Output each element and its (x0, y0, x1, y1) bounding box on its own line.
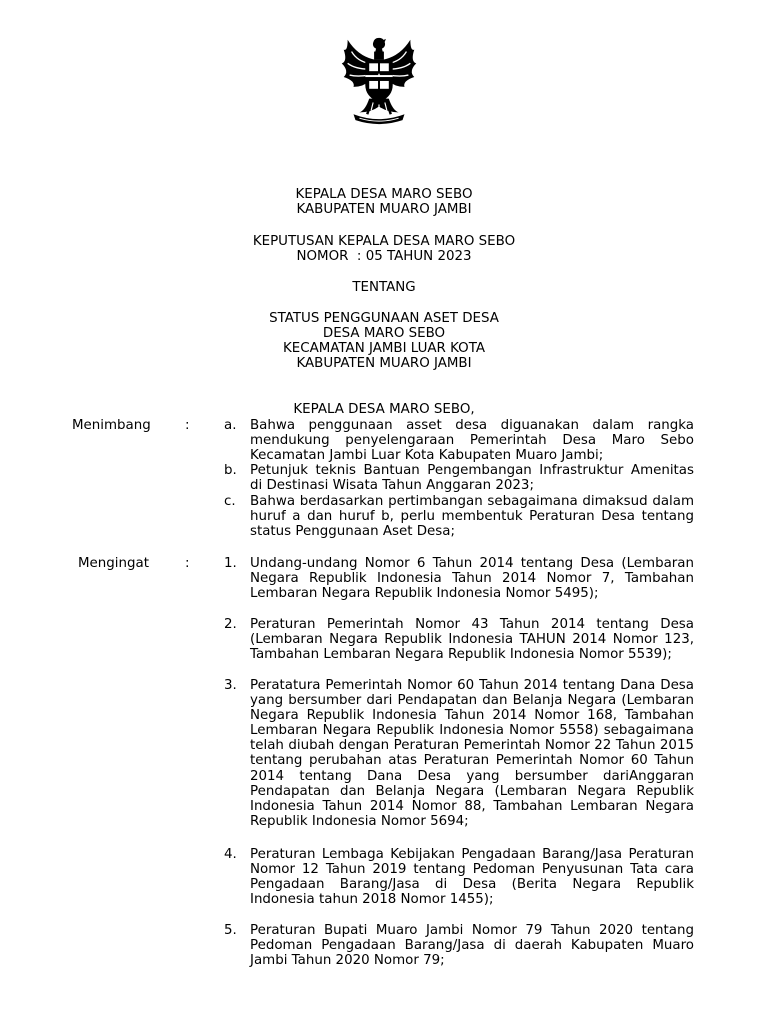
subject-line-4: KABUPATEN MUARO JAMBI (296, 356, 472, 371)
menimbang-colon: : (185, 418, 190, 433)
garuda-emblem-icon (330, 30, 428, 128)
list-marker: c. (224, 494, 236, 509)
list-text: Undang-undang Nomor 6 Tahun 2014 tentang Desa (Lembaran Negara Republik Indonesia Tahun 2014 Nomor 7, Tambahan Lembaran Negara Republik Indonesia Nomor 5495); (250, 556, 694, 602)
decree-title: KEPUTUSAN KEPALA DESA MARO SEBO (252, 234, 516, 249)
menimbang-label: Menimbang (72, 418, 151, 433)
list-marker: 5. (224, 923, 237, 938)
subject-line-3: KECAMATAN JAMBI LUAR KOTA (282, 341, 486, 356)
decree-number: NOMOR : 05 TAHUN 2023 (296, 249, 472, 264)
list-item (224, 923, 694, 968)
issuer-title: KEPALA DESA MARO SEBO (295, 187, 473, 202)
list-text: Petunjuk teknis Bantuan Pengembangan Infrastruktur Amenitas di Destinasi Wisata Tahun Anggaran 2023; (250, 463, 694, 494)
list-item (224, 418, 694, 463)
list-marker: a. (224, 418, 237, 433)
subject-line-2: DESA MARO SEBO (322, 326, 446, 341)
list-marker: 3. (224, 678, 237, 693)
list-marker: b. (224, 463, 237, 478)
signatory-heading: KEPALA DESA MARO SEBO, (293, 402, 475, 417)
list-text: Bahwa penggunaan asset desa diguanakan dalam rangka mendukung penyelengaraan Pemerintah Desa Maro Sebo Kecamatan Jambi Luar Kota Kabupaten Muaro Jambi; (250, 418, 694, 464)
mengingat-label: Mengingat (78, 556, 149, 571)
list-item (224, 463, 694, 493)
list-marker: 2. (224, 617, 237, 632)
list-item (224, 494, 694, 539)
list-marker: 1. (224, 556, 237, 571)
list-item (224, 617, 694, 662)
list-text: Bahwa berdasarkan pertimbangan sebagaimana dimaksud dalam huruf a dan huruf b, perlu membentuk Peraturan Desa tentang status Penggunaan Aset Desa; (250, 494, 694, 540)
mengingat-colon: : (185, 556, 190, 571)
issuer-regency: KABUPATEN MUARO JAMBI (296, 202, 472, 217)
list-item (224, 678, 694, 829)
list-item (224, 847, 694, 907)
list-text: Peratatura Pemerintah Nomor 60 Tahun 2014 tentang Dana Desa yang bersumber dari Pendapatan dan Belanja Negara (Lembaran Negara Republik Indonesia Tahun 2014 Nomor 168, Tambahan Lembaran Negara Republik Indonesia Nomor 5558) sebagaimana telah diubah dengan Peraturan Pemerintah Nomor 22 Tahun 2015 tentang perubahan atas Peraturan Pemerintah Nomor 60 Tahun 2014 tentang Dana Desa yang bersumber dariAnggaran Pendapatan dan Belanja Negara (Lembaran Negara Republik Indonesia Tahun 2014 Nomor 88, Tambahan Lembaran Negara Republik Indonesia Nomor 5694; (250, 678, 694, 829)
subject-heading: TENTANG (352, 280, 416, 295)
list-marker: 4. (224, 847, 237, 862)
subject-line-1: STATUS PENGGUNAAN ASET DESA (269, 311, 499, 326)
list-text: Peraturan Lembaga Kebijakan Pengadaan Barang/Jasa Peraturan Nomor 12 Tahun 2019 tentang Pedoman Penyusunan Tata cara Pengadaan Barang/Jasa di Desa (Berita Negara Republik Indonesia tahun 2018 Nomor 1455); (250, 847, 694, 908)
list-text: Peraturan Bupati Muaro Jambi Nomor 79 Tahun 2020 tentang Pedoman Pengadaan Barang/Jasa di daerah Kabupaten Muaro Jambi Tahun 2020 Nomor 79; (250, 923, 694, 969)
list-item (224, 556, 694, 601)
list-text: Peraturan Pemerintah Nomor 43 Tahun 2014 tentang Desa (Lembaran Negara Republik Indonesia TAHUN 2014 Nomor 123, Tambahan Lembaran Negara Republik Indonesia Nomor 5539); (250, 617, 694, 663)
